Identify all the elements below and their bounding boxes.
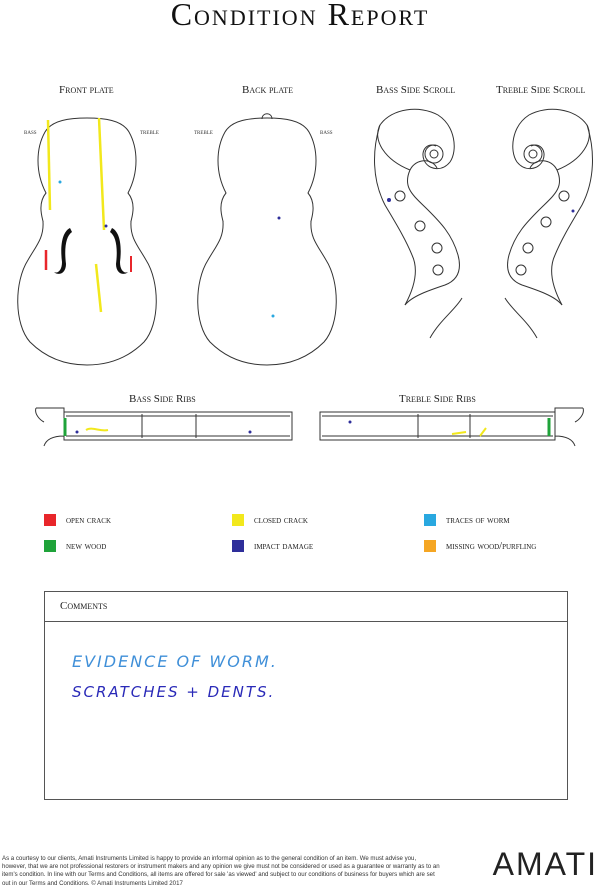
legend-swatch <box>424 540 436 552</box>
back-bass-side-label: bass <box>320 128 333 136</box>
treble-ribs-label: Treble Side Ribs <box>399 393 476 405</box>
impact-damage-mark <box>349 421 352 424</box>
front-bass-side-label: bass <box>24 128 37 136</box>
legend-label: missing wood/purfling <box>446 540 537 552</box>
closed-crack-mark <box>48 120 50 210</box>
worm-trace-mark <box>59 181 62 184</box>
impact-damage-mark <box>572 210 575 213</box>
treble-scroll-label: Treble Side Scroll <box>496 84 586 96</box>
legend-swatch <box>44 514 56 526</box>
bass-scroll-outline <box>405 161 462 338</box>
closed-crack-mark <box>86 429 108 431</box>
legend-label: new wood <box>66 540 107 552</box>
treble-ribs-outline <box>320 408 583 446</box>
comment-line-1: EVIDENCE OF WORM. <box>72 652 278 671</box>
page-title: Condition Report <box>170 0 430 32</box>
front-treble-side-label: treble <box>140 128 159 136</box>
front-plate-label: Front plate <box>59 84 114 96</box>
impact-damage-mark <box>249 431 252 434</box>
disclaimer-text: As a courtesy to our clients, Amati Instruments Limited is happy to provide an informal opinion as to the general condition of an item. We must advise you, however, that we are not professional restorers or instrument makers and any opinion we give must not be considered or used as a guarantee or warranty as to an item's condition. In line with our Terms and Conditions, all items are offered for sale 'as viewed' and subject to our conditions of business for buyers which are set out in our Terms and Conditions. © Amati Instruments Limited 2017 <box>2 855 440 887</box>
impact-damage-mark <box>278 217 281 220</box>
impact-damage-mark <box>105 225 108 228</box>
back-treble-side-label: treble <box>194 128 213 136</box>
legend-new-wood <box>44 540 106 552</box>
legend-closed-crack <box>232 514 308 526</box>
f-holes <box>54 228 128 274</box>
bass-ribs-outline <box>36 408 292 446</box>
bass-scroll-label: Bass Side Scroll <box>376 84 456 96</box>
impact-damage-mark <box>76 431 79 434</box>
closed-crack-mark <box>452 428 486 436</box>
back-plate-outline <box>198 118 337 365</box>
legend-label: traces of worm <box>446 514 510 526</box>
comments-heading: Comments <box>45 592 567 622</box>
legend-swatch <box>232 514 244 526</box>
legend-swatch <box>44 540 56 552</box>
legend-open-crack <box>44 514 111 526</box>
damage-markings <box>46 118 575 436</box>
legend-traces-of-worm <box>424 514 510 526</box>
closed-crack-mark <box>96 264 101 312</box>
legend-missing-wood <box>424 540 536 552</box>
brand-logo: AMATI <box>492 846 598 882</box>
f-hole-right <box>110 228 128 274</box>
legend-label: open crack <box>66 514 112 526</box>
treble-scroll-outline <box>505 161 562 338</box>
legend-label: impact damage <box>254 540 314 552</box>
front-plate-outline <box>18 118 157 365</box>
worm-trace-mark <box>272 315 275 318</box>
legend-label: closed crack <box>254 514 308 526</box>
impact-damage-mark <box>387 198 391 202</box>
back-plate-label: Back plate <box>242 84 293 96</box>
legend-swatch <box>232 540 244 552</box>
bass-ribs-label: Bass Side Ribs <box>129 393 196 405</box>
comment-line-2: SCRATCHES + DENTS. <box>72 683 276 701</box>
legend-swatch <box>424 514 436 526</box>
legend-impact-damage <box>232 540 313 552</box>
closed-crack-mark <box>99 118 104 230</box>
f-hole-left <box>54 228 72 274</box>
